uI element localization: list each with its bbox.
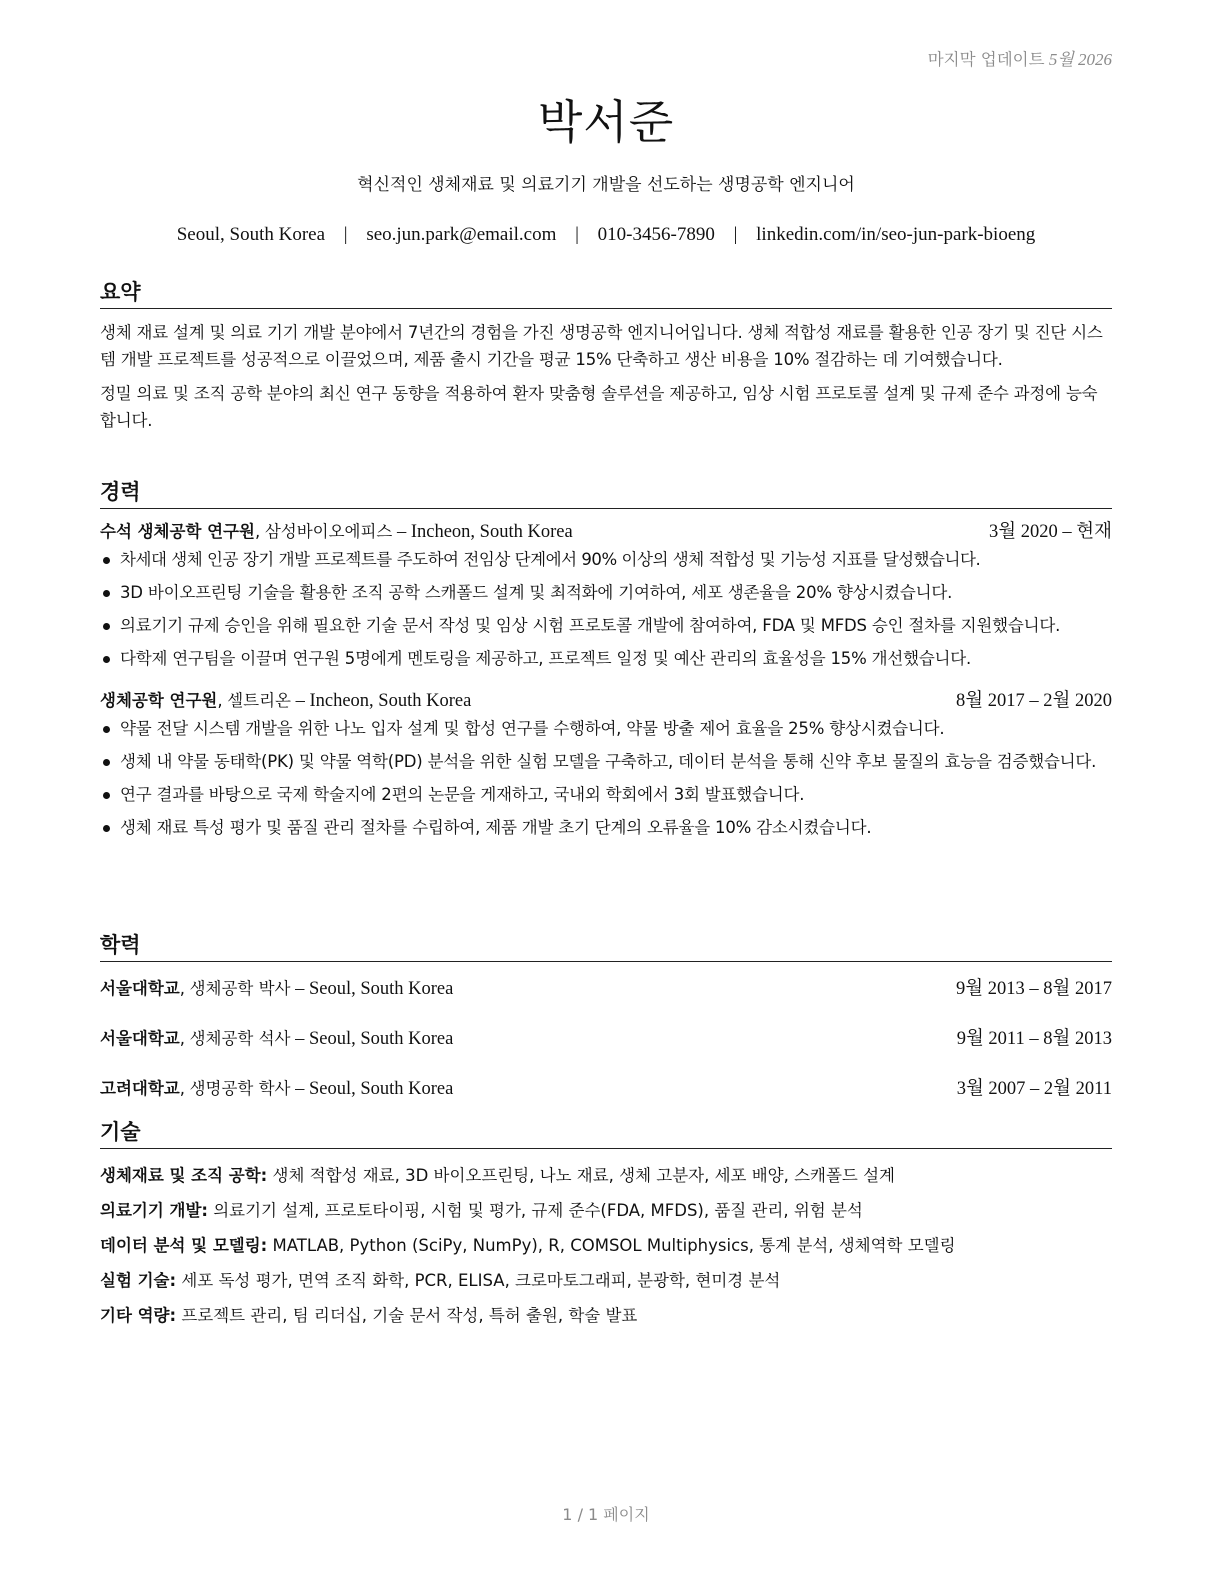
contact-email[interactable]: seo.jun.park@email.com: [366, 224, 557, 245]
education-title-line: [100, 976, 453, 1002]
skill-label: 의료기기 개발:: [100, 1201, 208, 1220]
contact-separator: |: [733, 224, 738, 245]
comma: ,: [179, 979, 185, 998]
job-dates: 8월 2017 – 2월 2020: [956, 691, 1112, 711]
skill-label: 기타 역량:: [100, 1306, 177, 1325]
education-degree: 생체공학 석사: [189, 1029, 291, 1048]
page-indicator: 1 / 1 페이지: [562, 1505, 650, 1524]
skill-value: 의료기기 설계, 프로토타이핑, 시험 및 평가, 규제 준수(FDA, MFDS), 품질 관리, 위험 분석: [213, 1201, 863, 1220]
job-location: – Incheon, South Korea: [396, 522, 573, 542]
job-bullets: [100, 716, 1112, 841]
skill-label: 데이터 분석 및 모델링:: [100, 1236, 268, 1255]
job-bullet: 생체 재료 특성 평가 및 품질 관리 절차를 수립하여, 제품 개발 초기 단계의 오류율을 10% 감소시켰습니다.: [100, 815, 1112, 841]
education-degree: 생명공학 학사: [189, 1079, 291, 1098]
education-location: – Seoul, South Korea: [295, 979, 454, 999]
last-updated-year: 2026: [1078, 50, 1112, 69]
job-dates: 3월 2020 – 현재: [989, 522, 1112, 542]
education-entry: [100, 1026, 1112, 1052]
job-company: 삼성바이오에피스: [264, 522, 393, 541]
resume-page: [100, 0, 1112, 1584]
job-company: 셀트리온: [227, 691, 291, 710]
candidate-tagline: 혁신적인 생체재료 및 의료기기 개발을 선도하는 생명공학 엔지니어: [357, 175, 855, 195]
summary-paragraph: 생체 재료 설계 및 의료 기기 개발 분야에서 7년간의 경험을 가진 생명공학 엔지니어입니다. 생체 적합성 재료를 활용한 인공 장기 및 진단 시스템 개발 프로젝트를 성공적으로 이끌었으며, 제품 출시 기간을 평균 15% 단축하고 생산 비용을 10% 절감하는 데 기여했습니다.: [100, 323, 1103, 369]
contact-line: [100, 224, 1112, 246]
job-bullet: 약물 전달 시스템 개발을 위한 나노 입자 설계 및 합성 연구를 수행하여, 약물 방출 제어 효율을 25% 향상시켰습니다.: [100, 716, 1112, 742]
skill-row: [100, 1303, 1112, 1328]
comma: ,: [179, 1029, 185, 1048]
comma: ,: [217, 691, 223, 710]
education-school: 고려대학교: [100, 1079, 180, 1098]
education-entry: [100, 1076, 1112, 1102]
education-dates: 9월 2011 – 8월 2013: [956, 1029, 1112, 1049]
education-section: [100, 929, 1112, 1126]
skill-row: [100, 1233, 1112, 1258]
comma: ,: [179, 1079, 185, 1098]
education-school: 서울대학교: [100, 1029, 180, 1048]
skill-row: [100, 1198, 1112, 1223]
last-updated-label: 마지막 업데이트: [927, 50, 1045, 69]
contact-location: Seoul, South Korea: [176, 224, 326, 245]
skill-value: MATLAB, Python (SciPy, NumPy), R, COMSOL Multiphysics, 통계 분석, 생체역학 모델링: [272, 1236, 956, 1255]
skills-section: [100, 1116, 1112, 1338]
job-title-line: [100, 519, 573, 545]
summary-section: [100, 276, 1112, 441]
education-school: 서울대학교: [100, 979, 180, 998]
job-entry: [100, 688, 1112, 841]
job-bullet: 연구 결과를 바탕으로 국제 학술지에 2편의 논문을 게재하고, 국내외 학회에서 3회 발표했습니다.: [100, 782, 1112, 808]
job-title-line: [100, 688, 471, 714]
contact-phone: 010-3456-7890: [597, 224, 715, 245]
last-updated-month: 5월: [1048, 50, 1074, 69]
contact-linkedin[interactable]: linkedin.com/in/seo-jun-park-bioeng: [756, 224, 1036, 245]
section-title-experience: 경력: [100, 476, 1112, 509]
education-degree: 생체공학 박사: [189, 979, 291, 998]
job-header: [100, 519, 1112, 545]
job-bullet: 다학제 연구팀을 이끌며 연구원 5명에게 멘토링을 제공하고, 프로젝트 일정 및 예산 관리의 효율성을 15% 개선했습니다.: [100, 646, 1112, 672]
job-bullet: 생체 내 약물 동태학(PK) 및 약물 역학(PD) 분석을 위한 실험 모델을 구축하고, 데이터 분석을 통해 신약 후보 물질의 효능을 검증했습니다.: [100, 749, 1112, 775]
contact-separator: |: [575, 224, 579, 245]
skill-value: 생체 적합성 재료, 3D 바이오프린팅, 나노 재료, 생체 고분자, 세포 배양, 스캐폴드 설계: [272, 1166, 895, 1185]
education-entry: [100, 976, 1112, 1002]
job-bullet: 3D 바이오프린팅 기술을 활용한 조직 공학 스캐폴드 설계 및 최적화에 기여하여, 세포 생존율을 20% 향상시켰습니다.: [100, 580, 1112, 606]
job-role: 생체공학 연구원: [100, 691, 218, 710]
section-title-education: 학력: [100, 929, 1112, 962]
job-entry: [100, 519, 1112, 672]
skill-label: 생체재료 및 조직 공학:: [100, 1166, 268, 1185]
skill-value: 프로젝트 관리, 팀 리더십, 기술 문서 작성, 특허 출원, 학술 발표: [181, 1306, 638, 1325]
section-title-skills: 기술: [100, 1116, 1112, 1149]
job-role: 수석 생체공학 연구원: [100, 522, 255, 541]
summary-paragraph: 정밀 의료 및 조직 공학 분야의 최신 연구 동향을 적용하여 환자 맞춤형 솔루션을 제공하고, 임상 시험 프로토콜 설계 및 규제 준수 과정에 능숙합니다.: [100, 384, 1098, 430]
job-location: – Incheon, South Korea: [295, 691, 472, 711]
experience-section: [100, 476, 1112, 848]
contact-separator: |: [343, 224, 348, 245]
skill-row: [100, 1163, 1112, 1188]
candidate-name: 박서준: [537, 95, 675, 149]
skill-row: [100, 1268, 1112, 1293]
skill-label: 실험 기술:: [100, 1271, 177, 1290]
skill-value: 세포 독성 평가, 면역 조직 화학, PCR, ELISA, 크로마토그래피, 분광학, 현미경 분석: [181, 1271, 781, 1290]
education-location: – Seoul, South Korea: [295, 1079, 454, 1099]
education-dates: 3월 2007 – 2월 2011: [956, 1079, 1112, 1099]
education-title-line: [100, 1026, 453, 1052]
section-title-summary: 요약: [100, 276, 1112, 309]
education-dates: 9월 2013 – 8월 2017: [956, 979, 1112, 999]
education-title-line: [100, 1076, 453, 1102]
job-header: [100, 688, 1112, 714]
education-location: – Seoul, South Korea: [295, 1029, 454, 1049]
job-bullets: [100, 547, 1112, 672]
job-bullet: 의료기기 규제 승인을 위해 필요한 기술 문서 작성 및 임상 시험 프로토콜 개발에 참여하여, FDA 및 MFDS 승인 절차를 지원했습니다.: [100, 613, 1112, 639]
comma: ,: [254, 522, 261, 541]
job-bullet: 차세대 생체 인공 장기 개발 프로젝트를 주도하여 전임상 단계에서 90% 이상의 생체 적합성 및 기능성 지표를 달성했습니다.: [100, 547, 1112, 573]
last-updated: [928, 45, 1112, 70]
